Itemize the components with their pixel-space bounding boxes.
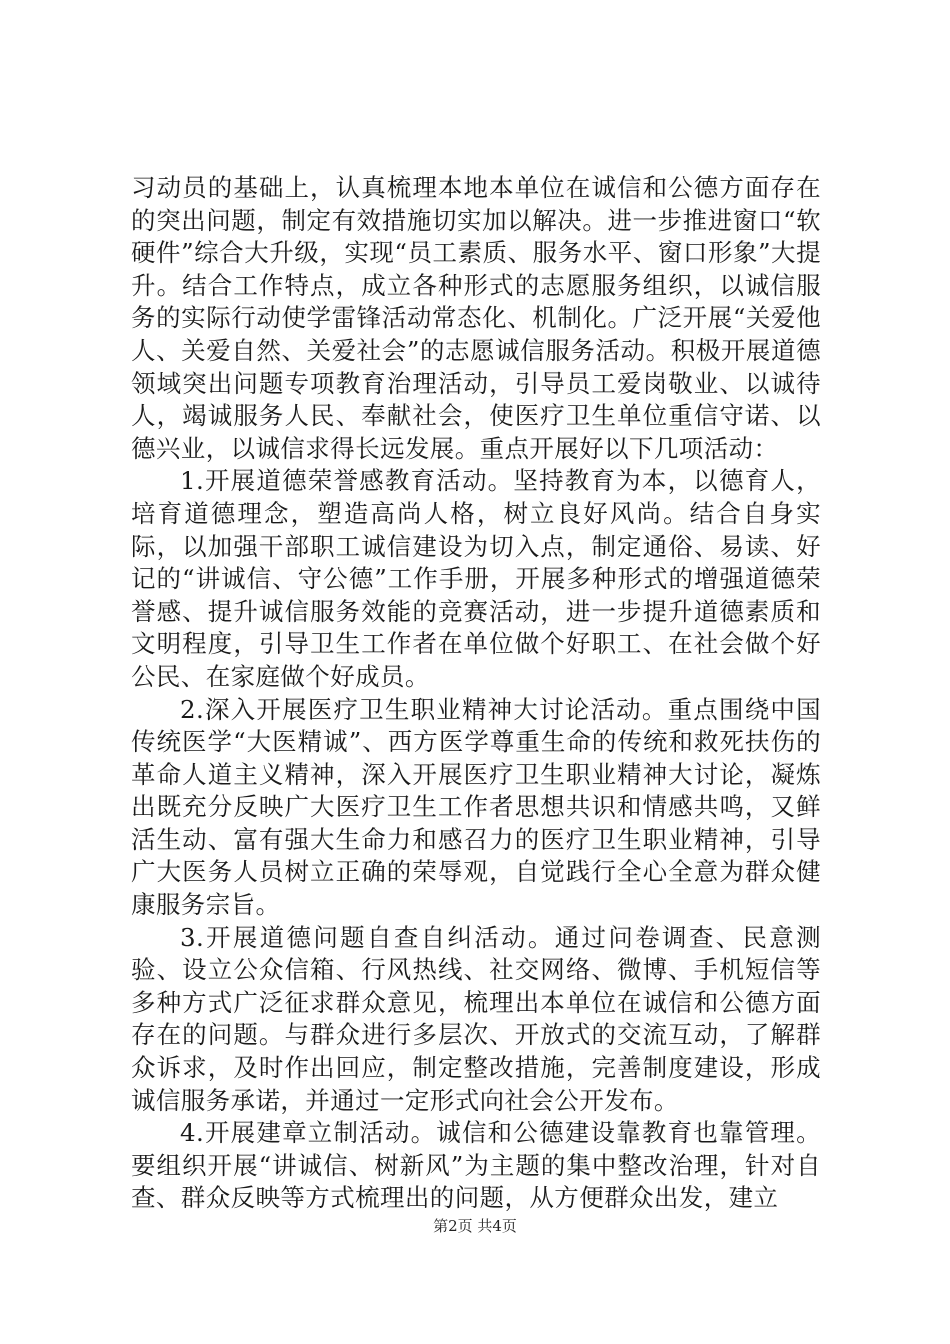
page-number: 第2页 共4页 [433, 1217, 517, 1235]
page-footer [0, 1216, 950, 1236]
body-text [131, 172, 821, 1215]
paragraph-continuation: 习动员的基础上，认真梳理本地本单位在诚信和公德方面存在的突出问题，制定有效措施切实加以解决。进一步推进窗口“软硬件”综合大升级，实现“员工素质、服务水平、窗口形象”大提升。结合工作特点，成立各种形式的志愿服务组织，以诚信服务的实际行动使学雷锋活动常态化、机制化。广泛开展“关爱他人、关爱自然、关爱社会”的志愿诚信服务活动。积极开展道德领域突出问题专项教育治理活动，引导员工爱岗敬业、以诚待人，竭诚服务人民、奉献社会，使医疗卫生单位重信守诺、以德兴业，以诚信求得长远发展。重点开展好以下几项活动： [131, 173, 821, 463]
paragraph-item-2: 2.深入开展医疗卫生职业精神大讨论活动。重点围绕中国传统医学“大医精诚”、西方医学尊重生命的传统和救死扶伤的革命人道主义精神，深入开展医疗卫生职业精神大讨论，凝炼出既充分反映广大医疗卫生工作者思想共识和情感共鸣，又鲜活生动、富有强大生命力和感召力的医疗卫生职业精神，引导广大医务人员树立正确的荣辱观，自觉践行全心全意为群众健康服务宗旨。 [131, 694, 821, 920]
paragraph-item-3: 3.开展道德问题自查自纠活动。通过问卷调查、民意测验、设立公众信箱、行风热线、社交网络、微博、手机短信等多种方式广泛征求群众意见，梳理出本单位在诚信和公德方面存在的问题。与群众进行多层次、开放式的交流互动，了解群众诉求，及时作出回应，制定整改措施，完善制度建设，形成诚信服务承诺，并通过一定形式向社会公开发布。 [131, 922, 821, 1115]
paragraph-item-1: 1.开展道德荣誉感教育活动。坚持教育为本，以德育人，培育道德理念，塑造高尚人格，树立良好风尚。结合自身实际，以加强干部职工诚信建设为切入点，制定通俗、易读、好记的“讲诚信、守公德”工作手册，开展多种形式的增强道德荣誉感、提升诚信服务效能的竞赛活动，进一步提升道德素质和文明程度，引导卫生工作者在单位做个好职工、在社会做个好公民、在家庭做个好成员。 [131, 466, 821, 691]
paragraph-item-4: 4.开展建章立制活动。诚信和公德建设靠教育也靠管理。要组织开展“讲诚信、树新风”为主题的集中整改治理，针对自查、群众反映等方式梳理出的问题，从方便群众出发，建立 [131, 1118, 821, 1213]
